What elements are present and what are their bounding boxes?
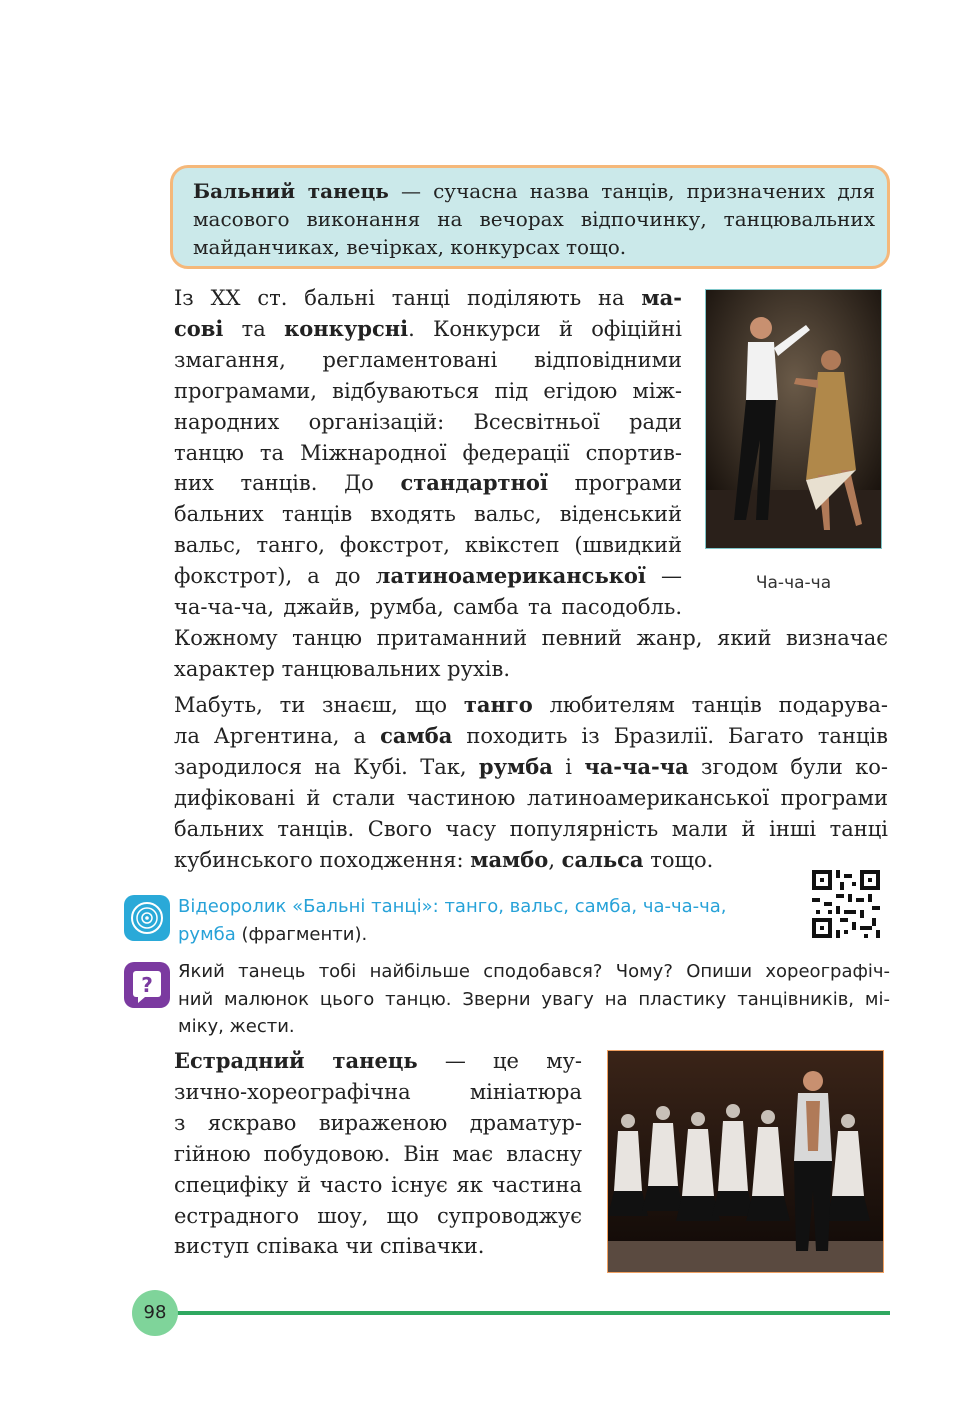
definition-text: масового виконання на вечорах відпочинку, танцювальних xyxy=(193,207,875,231)
page-number: 98 xyxy=(132,1290,178,1336)
definition-text: майданчиках, вечірках, конкурсах тощо. xyxy=(193,235,627,259)
video-icon[interactable] xyxy=(124,895,170,941)
footer-line xyxy=(148,1311,890,1315)
paragraph-origins: Мабуть, ти знаєш, що танго любителям танців подарува- ла Аргентина, а самба походить із Бразилії. Багато танців зародилося на Кубі. Так, румба і ча-ча-ча згодом були ко- дифіковані й стали частиною латиноамериканської програми бальних танців. Свого часу популярність мали й інші танці кубинського походження: мамбо, сальса тощо. xyxy=(174,692,888,872)
svg-text:?: ? xyxy=(141,973,153,997)
paragraph-estrada: Естрадний танець — це му- зично-хореографічна мініатюра з яскраво вираженою драматур- гійною побудовою. Він має власну специфіку й часто існує як частина естрадного шоу, що супроводжує виступ співака чи співачки. xyxy=(174,1048,582,1259)
photo-cha-cha-cha xyxy=(705,289,882,549)
definition-text: — сучасна назва танців, призначених для xyxy=(388,179,876,203)
definition-box xyxy=(170,165,890,269)
question-text: Який танець тобі найбільше сподобався? Чому? Опиши хореографіч- ний малюнок цього танцю. Зверни увагу на пластику танцівників, мі- міку, жести. xyxy=(178,961,890,1037)
video-link[interactable]: Відеоролик «Бальні танці»: танго, вальс, самба, ча-ча-ча, румба (фрагменти). xyxy=(178,896,727,945)
paragraph-ballroom: Із XX ст. бальні танці поділяють на ма- сові та конкурсні. Конкурси й офіційні змагання, регламентовані відповідними програмами, відбуваються під егідою між- народних організацій: Всесвітньої ради танцю та Міжнародної федерації спортив- них танців. До стандартної програми бальних танців входять вальс, віденський вальс, танго, фокстрот, квікстеп (швидкий фокстрот), а до латиноамериканської — ча-ча-ча, джайв, румба, самба та пасодобль. xyxy=(174,285,682,620)
photo-caption: Ча-ча-ча xyxy=(755,573,832,593)
qr-code[interactable] xyxy=(812,870,880,938)
definition-term: Бальний танець xyxy=(193,179,389,203)
photo-estrada-dance xyxy=(607,1050,884,1273)
question-icon xyxy=(124,962,170,1008)
paragraph-ballroom-continued: Кожному танцю притаманний певний жанр, який визначає характер танцювальних рухів. xyxy=(174,626,888,681)
